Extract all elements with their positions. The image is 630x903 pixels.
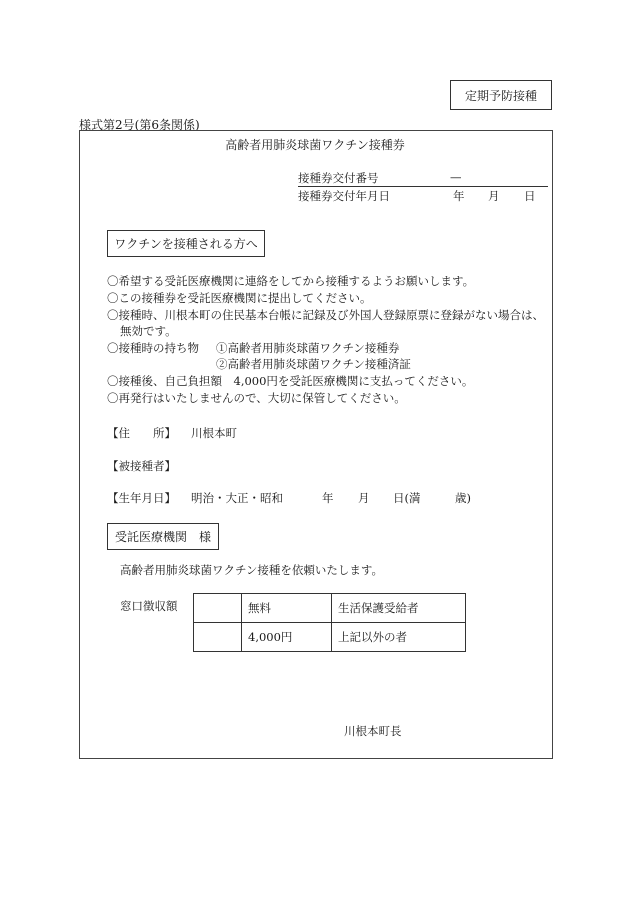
document-title: 高齢者用肺炎球菌ワクチン接種券 xyxy=(225,138,405,152)
mayor-signature: 川根本町長 xyxy=(344,724,402,738)
voucher-date-label: 接種券交付年月日 xyxy=(298,189,390,203)
request-text: 高齢者用肺炎球菌ワクチン接種を依頼いたします。 xyxy=(120,563,384,577)
recipient-name-label: 【被接種者】 xyxy=(107,459,176,473)
voucher-date-day: 日 xyxy=(524,189,536,203)
voucher-number-row xyxy=(298,170,548,187)
dob-age: 歳) xyxy=(455,491,471,505)
dob-eras: 明治・大正・昭和 xyxy=(191,491,283,505)
badge-label: 定期予防接種 xyxy=(464,88,537,103)
dob-label: 【生年月日】 xyxy=(107,491,176,505)
dob-day: 日(満 xyxy=(393,491,421,505)
routine-vaccination-badge xyxy=(450,80,552,110)
instruction-contact: 〇希望する受託医療機関に連絡をしてから接種するようお願いします。 xyxy=(107,274,475,288)
dob-year: 年 xyxy=(322,491,334,505)
dob-month: 月 xyxy=(358,491,370,505)
fee-label: 窓口徴収額 xyxy=(120,599,178,613)
instruction-residency-cont: 無効です。 xyxy=(120,324,177,338)
voucher-number-label: 接種券交付番号 xyxy=(298,171,379,185)
address-label: 【住 所】 xyxy=(107,426,176,440)
fee-blank-cell xyxy=(194,594,242,623)
form-number: 様式第2号(第6条関係) xyxy=(79,118,200,132)
instruction-no-reissue: 〇再発行はいたしませんので、大切に保管してください。 xyxy=(107,391,406,405)
fee-condition-cell: 上記以外の者 xyxy=(332,623,466,652)
instruction-item-2: ②高齢者用肺炎球菌ワクチン接種済証 xyxy=(216,357,411,371)
voucher-date-year: 年 xyxy=(453,189,465,203)
voucher-date-month: 月 xyxy=(488,189,500,203)
recipient-section-heading xyxy=(107,230,265,257)
instruction-submit: 〇この接種券を受託医療機関に提出してください。 xyxy=(107,291,372,305)
fee-amount-cell: 4,000円 xyxy=(242,623,332,652)
address-value: 川根本町 xyxy=(191,426,237,440)
voucher-number-value: — xyxy=(450,170,462,184)
voucher-frame xyxy=(79,130,553,759)
fee-table xyxy=(193,593,466,652)
table-row xyxy=(194,623,466,652)
instruction-residency: 〇接種時、川根本町の住民基本台帳に記録及び外国人登録原票に登録がない場合は、 xyxy=(107,308,544,322)
institution-section-label: 受託医療機関 様 xyxy=(114,530,211,544)
fee-condition-cell: 生活保護受給者 xyxy=(332,594,466,623)
fee-amount-cell: 無料 xyxy=(242,594,332,623)
voucher-date-row xyxy=(298,188,548,204)
recipient-section-label: ワクチンを接種される方へ xyxy=(114,237,258,251)
instruction-item-1: ①高齢者用肺炎球菌ワクチン接種券 xyxy=(216,341,400,355)
table-row xyxy=(194,594,466,623)
instruction-payment: 〇接種後、自己負担額 4,000円を受託医療機関に支払ってください。 xyxy=(107,374,474,388)
institution-section-heading xyxy=(107,523,219,550)
fee-blank-cell xyxy=(194,623,242,652)
instruction-items-label: 〇接種時の持ち物 xyxy=(107,341,199,355)
